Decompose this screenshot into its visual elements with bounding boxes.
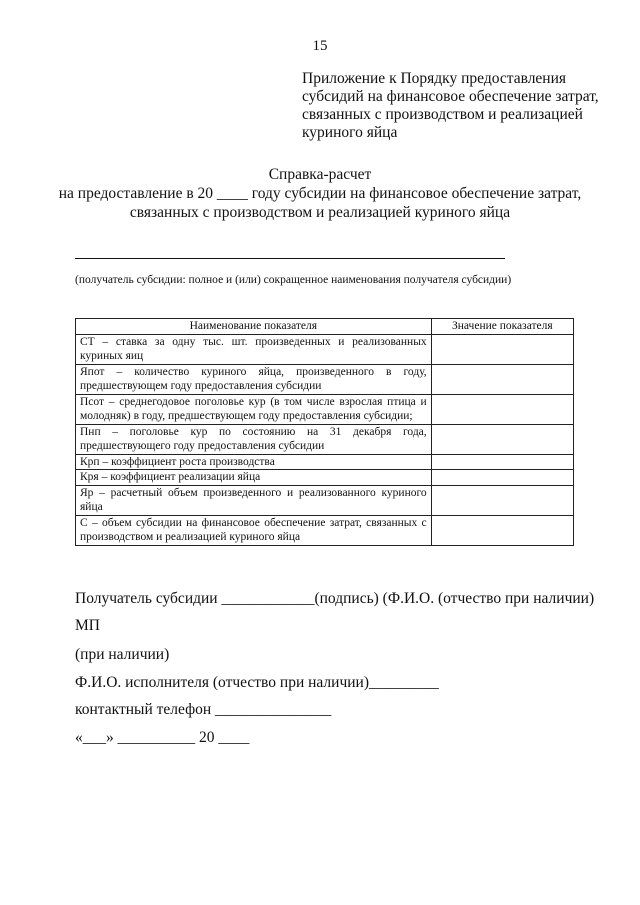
phone-line: контактный телефон _______________: [75, 701, 332, 718]
executor-line: Ф.И.О. исполнителя (отчество при наличии)_________: [75, 674, 439, 691]
indicator-name: Яр – расчетный объем произведенного и реализованного куриного яйца: [76, 485, 432, 515]
indicator-name: СТ – ставка за одну тыс. шт. произведенных и реализованных куриных яиц: [76, 334, 432, 364]
stamp-note: (при наличии): [75, 646, 170, 663]
indicator-value-cell: [431, 424, 573, 454]
title-line: на предоставление в 20 ____ году субсидии на финансовое обеспечение затрат,: [58, 185, 582, 202]
indicator-value-cell: [431, 364, 573, 394]
indicator-name: Пнп – поголовье кур по состоянию на 31 декабря года, предшествующего году предоставления субсидии: [76, 424, 432, 454]
table-row: [76, 515, 574, 545]
recipient-name-line: [75, 257, 505, 259]
recipient-signature-line: Получатель субсидии ____________(подпись) (Ф.И.О. (отчество при наличии): [75, 590, 595, 607]
appendix-header: [302, 70, 599, 142]
appendix-line: Приложение к Порядку предоставления: [302, 70, 567, 87]
title-line: Справка-расчет: [268, 166, 372, 183]
indicator-name: С – объем субсидии на финансовое обеспечение затрат, связанных с производством и реализацией куриного яйца: [76, 515, 432, 545]
column-header-name: Наименование показателя: [76, 319, 432, 335]
table-header-row: [76, 319, 574, 335]
indicators-table: [75, 318, 574, 546]
appendix-line: куриного яйца: [302, 124, 398, 141]
indicator-value-cell: [431, 394, 573, 424]
title-line: связанных с производством и реализацией куриного яйца: [129, 204, 511, 221]
recipient-caption: (получатель субсидии: полное и (или) сокращенное наименования получателя субсидии): [75, 274, 512, 286]
indicator-value-cell: [431, 334, 573, 364]
indicator-value-cell: [431, 515, 573, 545]
appendix-line: субсидий на финансовое обеспечение затрат,: [302, 88, 599, 105]
indicator-value-cell: [431, 454, 573, 470]
table-row: [76, 334, 574, 364]
table-row: [76, 364, 574, 394]
stamp-label: МП: [75, 617, 100, 634]
indicator-value-cell: [431, 485, 573, 515]
indicator-name: Псот – среднегодовое поголовье кур (в том числе взрослая птица и молодняк) в году, предшествующем году предоставления субсидии;: [76, 394, 432, 424]
table-row: [76, 424, 574, 454]
column-header-value: Значение показателя: [431, 319, 573, 335]
table-row: [76, 485, 574, 515]
table-row: [76, 454, 574, 470]
appendix-line: связанных с производством и реализацией: [302, 106, 583, 123]
date-line: «___» __________ 20 ____: [75, 729, 250, 746]
indicator-name: Япот – количество куриного яйца, произведенного в году, предшествующем году предоставления субсидии: [76, 364, 432, 394]
page-number: 15: [312, 38, 328, 54]
document-title: [0, 165, 640, 222]
indicator-name: Крп – коэффициент роста производства: [76, 454, 432, 470]
indicator-value-cell: [431, 470, 573, 486]
indicator-name: Кря – коэффициент реализации яйца: [76, 470, 432, 486]
table-row: [76, 394, 574, 424]
table-row: [76, 470, 574, 486]
